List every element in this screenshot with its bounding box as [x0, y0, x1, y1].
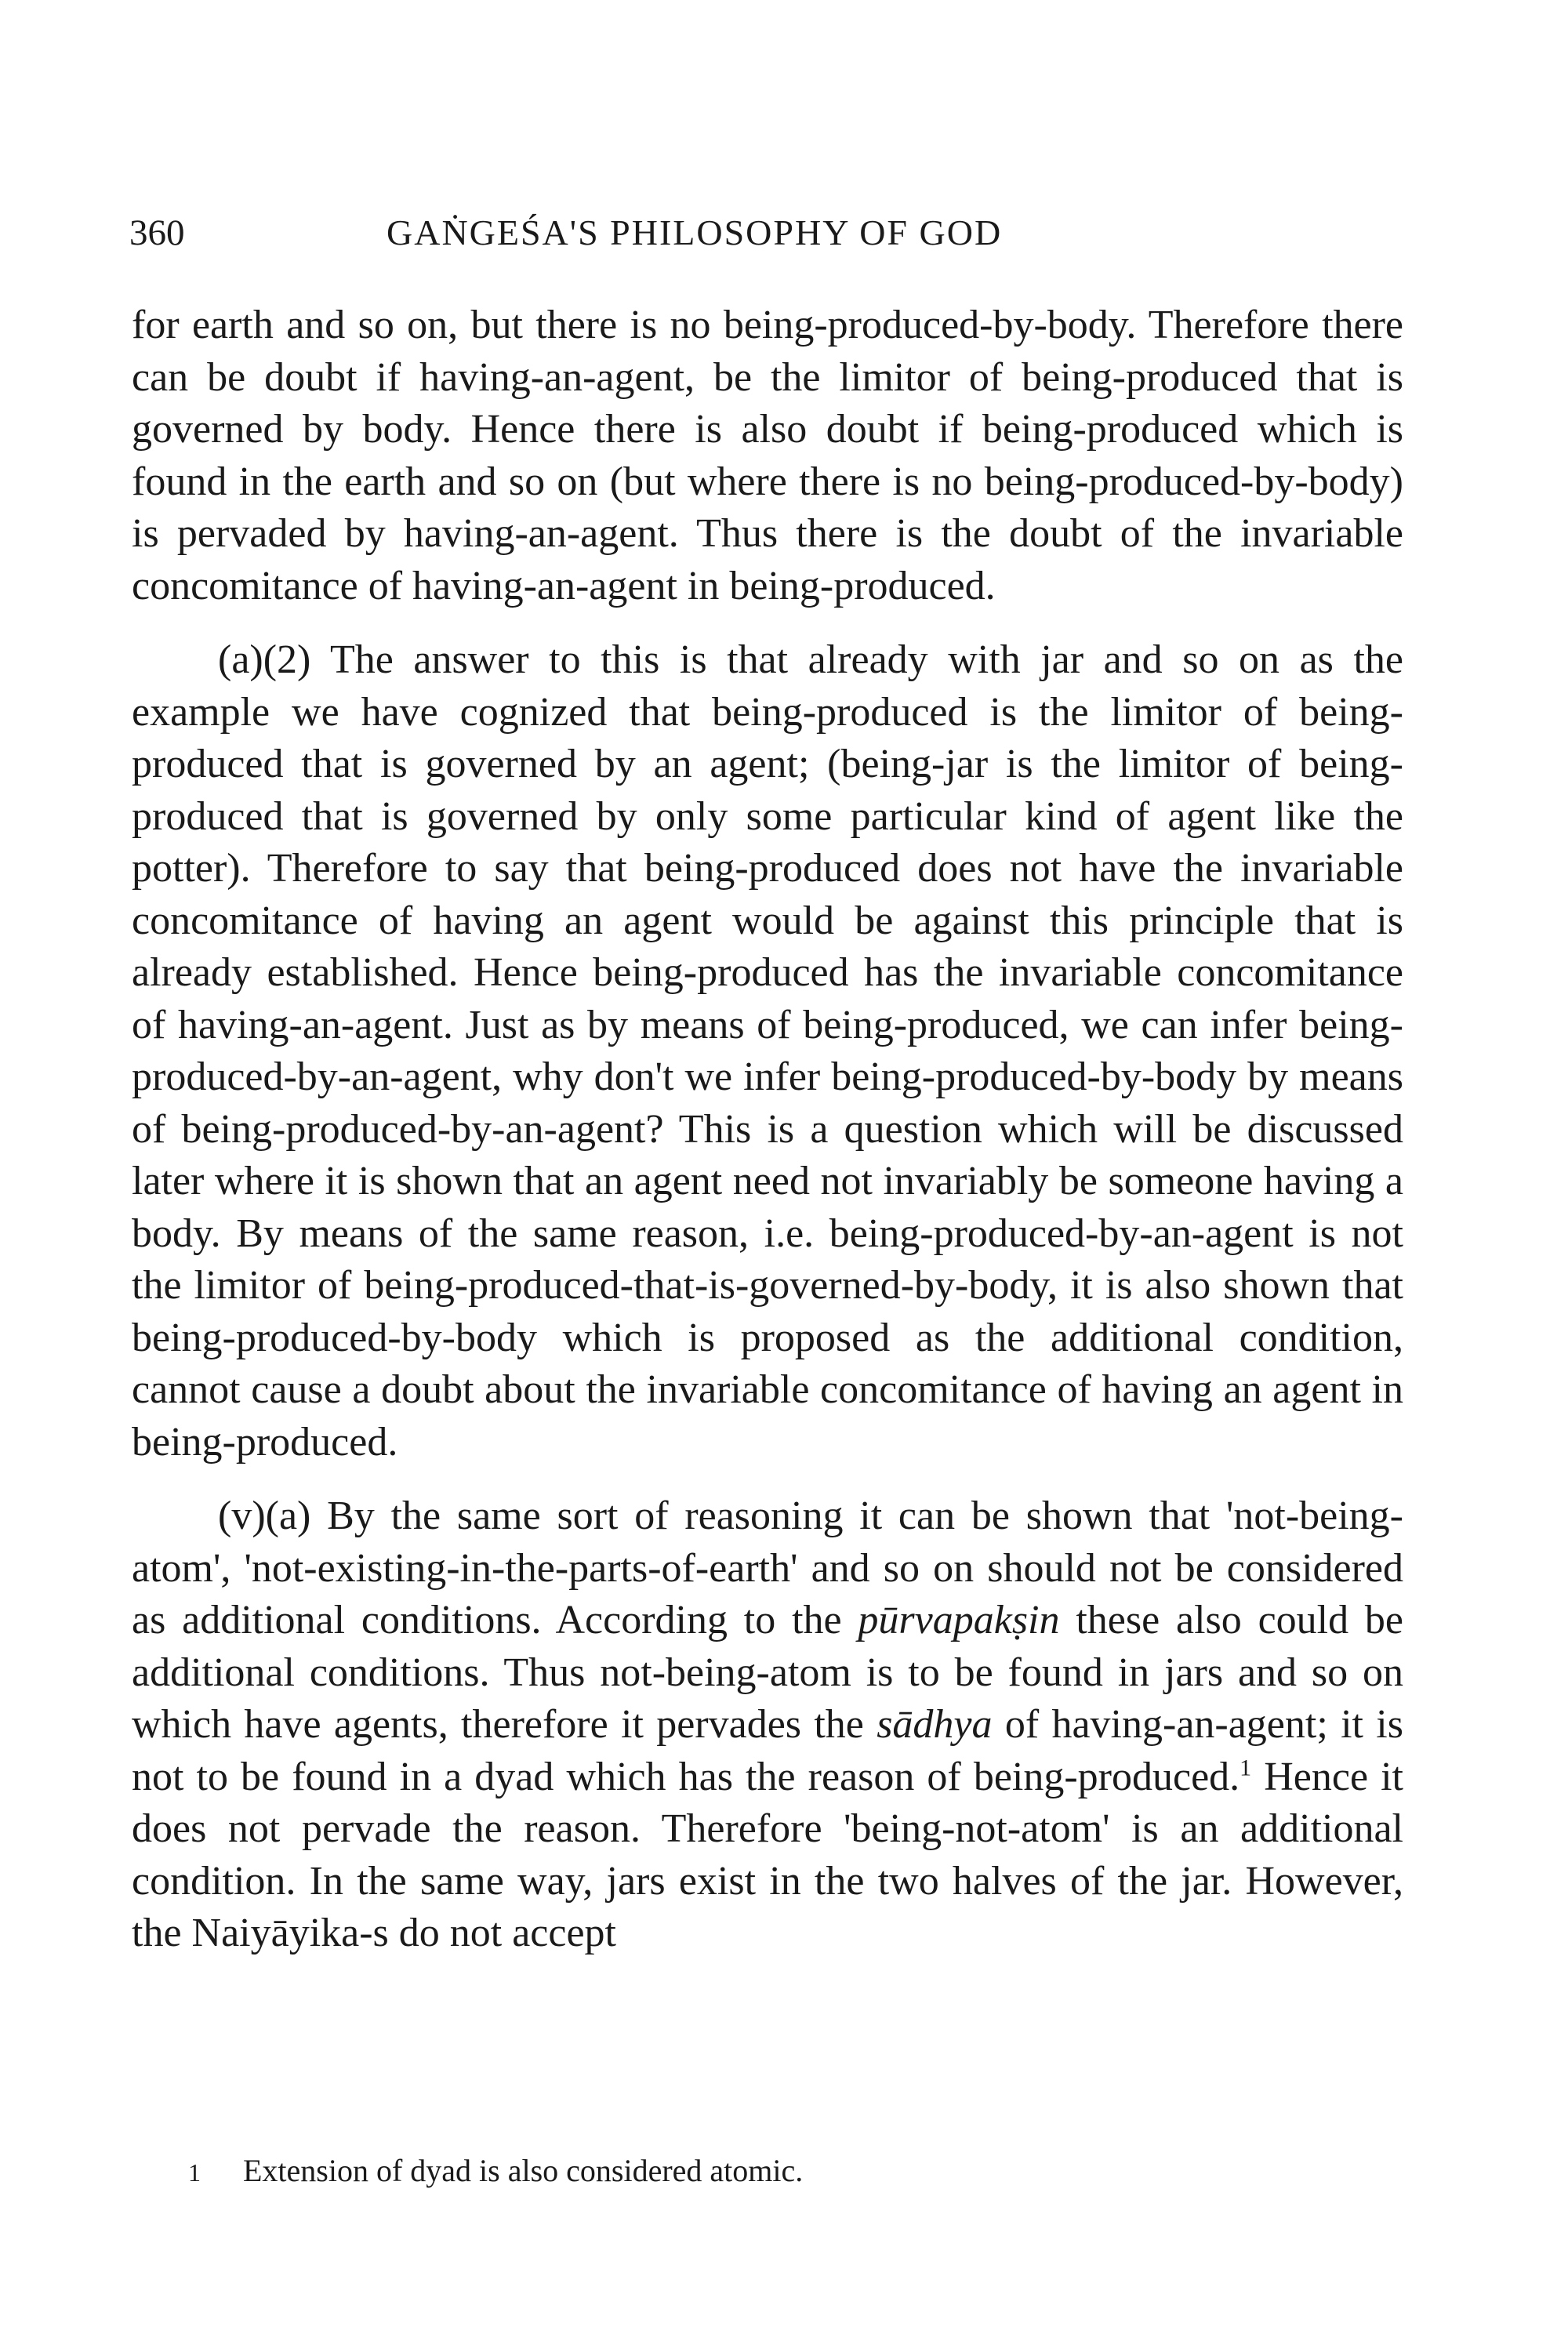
- footnote-reference: 1: [1240, 1755, 1252, 1781]
- body-text: [132, 299, 1403, 1982]
- paragraph-va: [132, 1490, 1403, 1960]
- term-sadhya: sādhya: [877, 1702, 993, 1747]
- paragraph-va-part4: Hence it does not pervade the reason. Therefore 'being-not-atom' is an additional condition. In the same way, jars exist in the two halves of the jar. However, the Naiyāyika-s do not accept: [132, 1754, 1404, 1955]
- paragraph-a2: (a)(2) The answer to this is that already with jar and so on as the example we have cognized that being-produced is the limitor of being-produced that is governed by an agent; (being-jar is the limitor of being-produced that is governed by only some particular kind of agent like the potter). Therefore to say that being-produced does not have the invariable concomitance of having an agent would be against this principle that is already established. Hence being-produced has the invariable concomitance of having-an-agent. Just as by means of being-produced, we can infer being-produced-by-an-agent, why don't we infer being-produced-by-body by means of being-produced-by-an-agent? This is a question which will be discussed later where it is shown that an agent need not invariably be someone having a body. By means of the same reason, i.e. being-produced-by-an-agent is not the limitor of being-produced-that-is-governed-by-body, it is also shown that being-produced-by-body which is proposed as the additional condition, cannot cause a doubt about the invariable concomitance of having an agent in being-produced.: [132, 637, 1403, 1465]
- footnote-mark: 1: [188, 2158, 201, 2187]
- paragraph-va-part2: these also could be additional conditions. Thus not-being-atom is to be found in jars and so on which have agents, therefore it pervades the: [132, 1598, 1403, 1747]
- paragraph-va-part1: (v)(a) By the same sort of reasoning it can be shown that 'not-being-atom', 'not-existing-in-the-parts-of-earth' and so on should not be considered as additional conditions. According to the: [132, 1494, 1403, 1642]
- page-header: [129, 205, 1415, 260]
- paragraph-continuation: for earth and so on, but there is no being-produced-by-body. Therefore there can be doubt if having-an-agent, be the limitor of being-produced that is governed by body. Hence there is also doubt if being-produced which is found in the earth and so on (but where there is no being-produced-by-body) is pervaded by having-an-agent. Thus there is the doubt of the invariable concomitance of having-an-agent in being-produced.: [132, 303, 1403, 608]
- paragraph-va-part3: of having-an-agent; it is not to be found in a dyad which has the reason of being-produced.: [132, 1702, 1403, 1799]
- term-purvapaksin: pūrvapakṣin: [858, 1598, 1060, 1642]
- footnote: [188, 2150, 1364, 2194]
- running-title: GAṄGEŚA'S PHILOSOPHY OF GOD: [387, 212, 1003, 252]
- page-number: 360: [129, 212, 185, 253]
- footnote-text: Extension of dyad is also considered atomic.: [243, 2153, 804, 2188]
